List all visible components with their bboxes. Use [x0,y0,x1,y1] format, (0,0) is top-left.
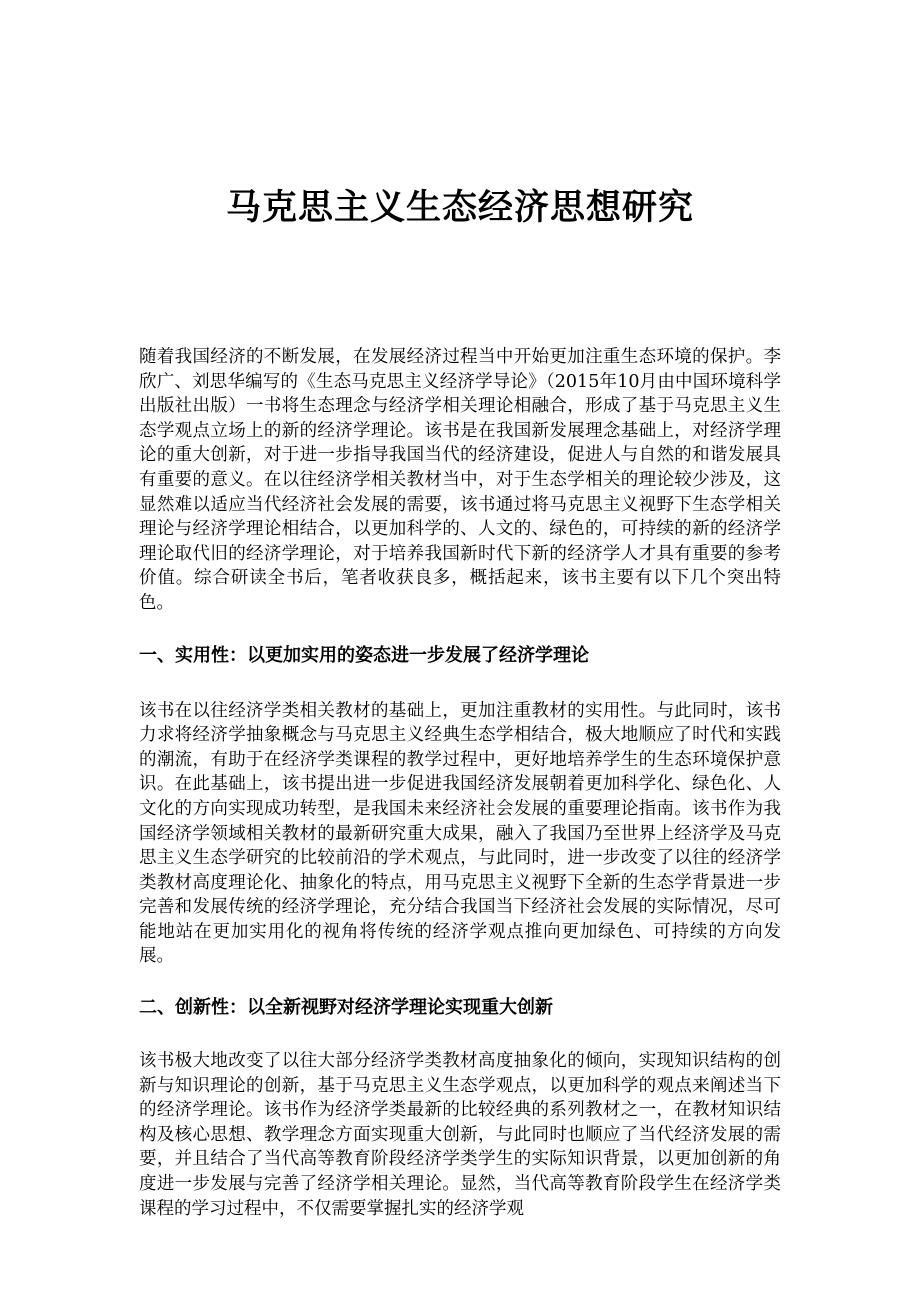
section-heading-innovation: 二、创新性：以全新视野对经济学理论实现重大创新 [139,997,553,1019]
document-body [139,345,781,1221]
document-title: 马克思主义生态经济思想研究 [225,187,694,228]
section-body-innovation: 该书极大地改变了以往大部分经济学类教材高度抽象化的倾向，实现知识结构的创新与知识理论的创新，基于马克思主义生态学观点，以更加科学的观点来阐述当下的经济学理论。该书作为经济学类最新的比较经典的系列教材之一，在教材知识结构及核心思想、教学理念方面实现重大创新，与此同时也顺应了当代经济发展的需要，并且结合了当代高等教育阶段经济学类学生的实际知识背景，以更加创新的角度进一步发展与完善了经济学相关理论。显然，当代高等教育阶段学生在经济学类课程的学习过程中，不仅需要掌握扎实的经济学观 [139,1051,781,1219]
section-heading-practicality: 一、实用性：以更加实用的姿态进一步发展了经济学理论 [139,644,589,666]
intro-paragraph: 随着我国经济的不断发展，在发展经济过程当中开始更加注重生态环境的保护。李欣广、刘思华编写的《生态马克思主义经济学导论》（2015年10月由中国环境科学出版社出版）一书将生态理念与经济学相关理论相融合，形成了基于马克思主义生态学观点立场上的新的经济学理论。该书是在我国新发展理念基础上，对经济学理论的重大创新，对于进一步指导我国当代的经济建设，促进人与自然的和谐发展具有重要的意义。在以往经济学相关教材当中，对于生态学相关的理论较少涉及，这显然难以适应当代经济社会发展的需要，该书通过将马克思主义视野下生态学相关理论与经济学理论相结合，以更加科学的、人文的、绿色的，可持续的新的经济学理论取代旧的经济学理论，对于培养我国新时代下新的经济学人才具有重要的参考价值。综合研读全书后，笔者收获良多，概括起来，该书主要有以下几个突出特色。 [139,347,781,613]
section-body-practicality: 该书在以往经济学类相关教材的基础上，更加注重教材的实用性。与此同时，该书力求将经济学抽象概念与马克思主义经典生态学相结合，极大地顺应了时代和实践的潮流，有助于在经济学类课程的教学过程中，更好地培养学生的生态环境保护意识。在此基础上，该书提出进一步促进我国经济发展朝着更加科学化、绿色化、人文化的方向实现成功转型，是我国未来经济社会发展的重要理论指南。该书作为我国经济学领域相关教材的最新研究重大成果，融入了我国乃至世界上经济学及马克思主义生态学研究的比较前沿的学术观点，与此同时，进一步改变了以往的经济学类教材高度理论化、抽象化的特点，用马克思主义视野下全新的生态学背景进一步完善和发展传统的经济学理论，充分结合我国当下经济社会发展的实际情况，尽可能地站在更加实用化的视角将传统的经济学观点推向更加绿色、可持续的方向发展。 [139,700,781,967]
